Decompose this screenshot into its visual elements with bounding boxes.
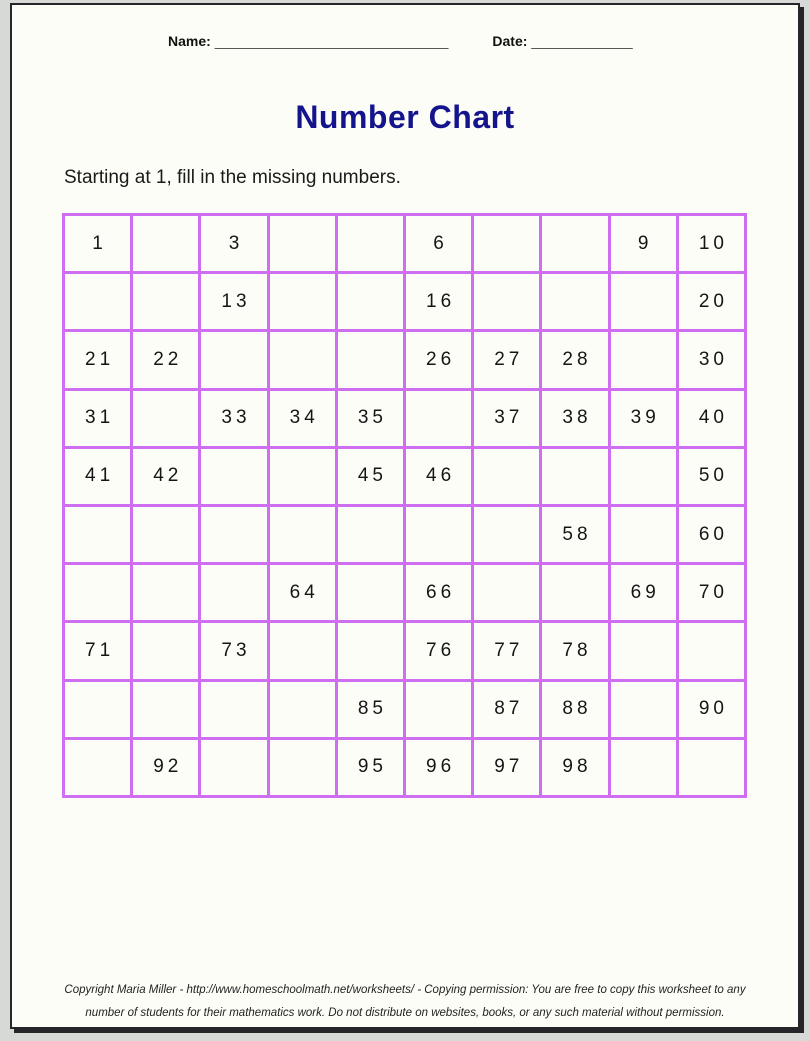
grid-cell-blank[interactable] [474, 274, 539, 329]
copyright-line-2: number of students for their mathematics work. Do not distribute on websites, books, or any such material without permission. [85, 1007, 725, 1019]
grid-cell-filled: 9 [611, 216, 676, 271]
grid-cell-filled: 71 [65, 623, 130, 678]
grid-cell-blank[interactable] [611, 274, 676, 329]
grid-cell-blank[interactable] [542, 216, 607, 271]
grid-cell-blank[interactable] [201, 507, 266, 562]
grid-cell-filled: 87 [474, 682, 539, 737]
grid-cell-filled: 73 [201, 623, 266, 678]
grid-cell-filled: 58 [542, 507, 607, 562]
grid-cell-blank[interactable] [611, 740, 676, 795]
grid-cell-filled: 66 [406, 565, 471, 620]
grid-cell-filled: 70 [679, 565, 744, 620]
grid-cell-blank[interactable] [542, 274, 607, 329]
grid-cell-blank[interactable] [270, 274, 335, 329]
grid-cell-blank[interactable] [406, 507, 471, 562]
grid-cell-blank[interactable] [270, 507, 335, 562]
grid-cell-blank[interactable] [338, 565, 403, 620]
grid-cell-filled: 45 [338, 449, 403, 504]
grid-cell-blank[interactable] [133, 216, 198, 271]
grid-cell-filled: 3 [201, 216, 266, 271]
grid-cell-blank[interactable] [65, 565, 130, 620]
grid-cell-filled: 13 [201, 274, 266, 329]
grid-cell-blank[interactable] [474, 216, 539, 271]
grid-cell-filled: 50 [679, 449, 744, 504]
grid-cell-filled: 90 [679, 682, 744, 737]
grid-cell-filled: 77 [474, 623, 539, 678]
grid-cell-blank[interactable] [270, 216, 335, 271]
grid-cell-filled: 27 [474, 332, 539, 387]
grid-cell-blank[interactable] [133, 565, 198, 620]
grid-cell-blank[interactable] [338, 623, 403, 678]
grid-cell-blank[interactable] [338, 507, 403, 562]
grid-cell-blank[interactable] [474, 507, 539, 562]
grid-cell-blank[interactable] [201, 332, 266, 387]
grid-cell-blank[interactable] [65, 682, 130, 737]
grid-cell-blank[interactable] [474, 565, 539, 620]
grid-cell-filled: 35 [338, 391, 403, 446]
grid-cell-filled: 69 [611, 565, 676, 620]
grid-cell-filled: 39 [611, 391, 676, 446]
grid-cell-blank[interactable] [201, 682, 266, 737]
grid-cell-blank[interactable] [133, 682, 198, 737]
grid-cell-filled: 20 [679, 274, 744, 329]
name-label: Name: [168, 33, 211, 49]
grid-cell-blank[interactable] [270, 332, 335, 387]
grid-cell-filled: 98 [542, 740, 607, 795]
grid-cell-blank[interactable] [270, 682, 335, 737]
grid-cell-filled: 60 [679, 507, 744, 562]
grid-cell-blank[interactable] [133, 274, 198, 329]
grid-cell-blank[interactable] [201, 565, 266, 620]
grid-cell-blank[interactable] [65, 740, 130, 795]
grid-cell-filled: 78 [542, 623, 607, 678]
grid-cell-blank[interactable] [65, 274, 130, 329]
grid-cell-filled: 21 [65, 332, 130, 387]
grid-cell-blank[interactable] [406, 682, 471, 737]
grid-cell-blank[interactable] [270, 449, 335, 504]
grid-cell-blank[interactable] [474, 449, 539, 504]
grid-cell-blank[interactable] [338, 216, 403, 271]
grid-cell-blank[interactable] [611, 682, 676, 737]
grid-cell-filled: 10 [679, 216, 744, 271]
grid-cell-blank[interactable] [133, 391, 198, 446]
grid-cell-filled: 31 [65, 391, 130, 446]
grid-cell-blank[interactable] [270, 623, 335, 678]
copyright-line-1: Copyright Maria Miller - http://www.homeschoolmath.net/worksheets/ - Copying permission: You are free to copy this worksheet to any [64, 984, 746, 996]
grid-cell-filled: 34 [270, 391, 335, 446]
grid-cell-filled: 97 [474, 740, 539, 795]
grid-cell-blank[interactable] [406, 391, 471, 446]
grid-cell-blank[interactable] [611, 623, 676, 678]
worksheet-page [10, 3, 800, 1029]
grid-cell-filled: 38 [542, 391, 607, 446]
grid-cell-filled: 22 [133, 332, 198, 387]
grid-cell-filled: 85 [338, 682, 403, 737]
header [168, 33, 633, 49]
grid-cell-filled: 88 [542, 682, 607, 737]
grid-cell-filled: 37 [474, 391, 539, 446]
grid-cell-blank[interactable] [679, 740, 744, 795]
grid-cell-filled: 64 [270, 565, 335, 620]
grid-cell-filled: 92 [133, 740, 198, 795]
grid-cell-blank[interactable] [542, 449, 607, 504]
grid-cell-blank[interactable] [611, 507, 676, 562]
grid-cell-filled: 33 [201, 391, 266, 446]
grid-cell-filled: 40 [679, 391, 744, 446]
grid-cell-blank[interactable] [201, 740, 266, 795]
name-fill-line[interactable]: ______________________________ [214, 33, 449, 49]
grid-cell-blank[interactable] [201, 449, 266, 504]
date-label: Date: [492, 33, 528, 49]
grid-cell-filled: 30 [679, 332, 744, 387]
grid-cell-filled: 41 [65, 449, 130, 504]
grid-cell-blank[interactable] [338, 274, 403, 329]
number-grid [62, 213, 747, 798]
grid-cell-filled: 6 [406, 216, 471, 271]
date-fill-line[interactable]: _____________ [531, 33, 633, 49]
grid-cell-filled: 95 [338, 740, 403, 795]
grid-cell-blank[interactable] [611, 449, 676, 504]
grid-cell-blank[interactable] [542, 565, 607, 620]
grid-cell-blank[interactable] [338, 332, 403, 387]
page-title: Number Chart [295, 99, 515, 135]
grid-cell-filled: 26 [406, 332, 471, 387]
grid-cell-filled: 28 [542, 332, 607, 387]
grid-cell-filled: 76 [406, 623, 471, 678]
grid-cell-filled: 42 [133, 449, 198, 504]
grid-cell-blank[interactable] [65, 507, 130, 562]
instruction-text: Starting at 1, fill in the missing numbers. [64, 167, 401, 188]
grid-cell-filled: 16 [406, 274, 471, 329]
grid-cell-blank[interactable] [133, 507, 198, 562]
footer [12, 979, 798, 1025]
grid-cell-blank[interactable] [611, 332, 676, 387]
grid-cell-filled: 96 [406, 740, 471, 795]
grid-cell-blank[interactable] [133, 623, 198, 678]
grid-cell-blank[interactable] [679, 623, 744, 678]
grid-cell-filled: 46 [406, 449, 471, 504]
grid-cell-blank[interactable] [270, 740, 335, 795]
grid-cell-filled: 1 [65, 216, 130, 271]
